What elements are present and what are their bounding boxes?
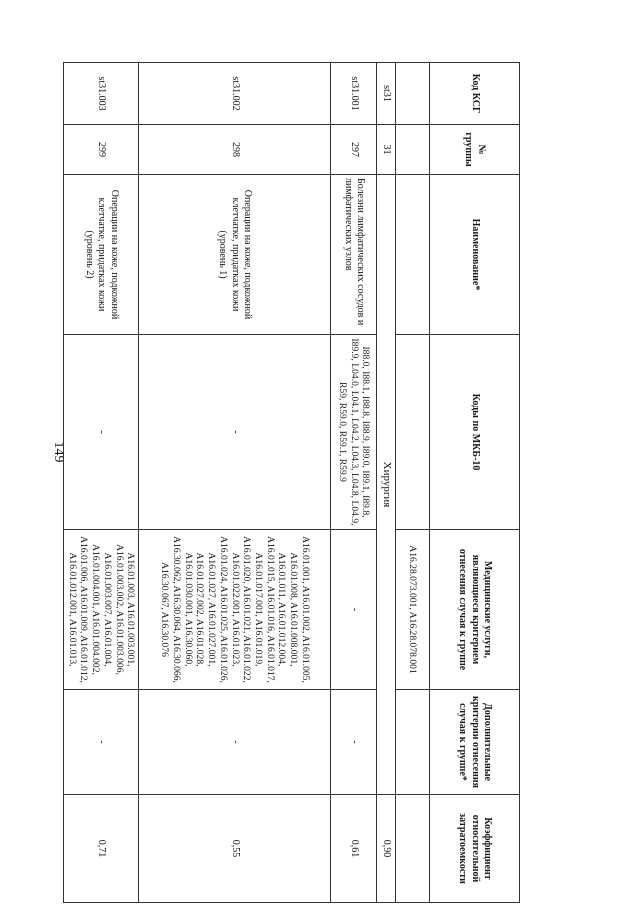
row-coefficient: 0,55 <box>139 795 331 903</box>
row-name: Болезни лимфатических сосудов и лимфатических узлов <box>331 175 377 335</box>
row-group-no: 297 <box>331 125 377 175</box>
row-name: Операции на коже, подкожной клетчатке, придатках кожи (уровень 1) <box>139 175 331 335</box>
page-number: 149 <box>51 441 66 463</box>
table-row <box>64 63 139 903</box>
table-row <box>139 63 331 903</box>
row-group-no: 299 <box>64 125 139 175</box>
section-title: Хирургия <box>377 175 396 795</box>
table-row <box>331 63 377 903</box>
continuation-services: A16.28.073.001, A16.28.078.001 <box>396 530 430 690</box>
header-coefficient: Коэффициент относительной затратоемкости <box>430 795 520 903</box>
row-extra-criteria: - <box>139 690 331 795</box>
row-mkb-codes: - <box>139 335 331 530</box>
row-services: A16.01.003, A16.01.003.001, A16.01.003.002, A16.01.003.006, A16.01.003.007, A16.01.004, A16.01.004.001, A16.01.004.002, A16.01.006, A16.01.009, A16.01.012, A16.01.012.001, A16.01.013, <box>64 530 139 690</box>
row-coefficient: 0,71 <box>64 795 139 903</box>
row-name: Операции на коже, подкожной клетчатке, придатках кожи (уровень 2) <box>64 175 139 335</box>
row-services: - <box>331 530 377 690</box>
row-code: st31.003 <box>64 63 139 125</box>
header-mkb-codes: Коды по МКБ-10 <box>430 335 520 530</box>
header-code: Код КСГ <box>430 63 520 125</box>
row-extra-criteria: - <box>64 690 139 795</box>
row-mkb-codes: I88.0, I88.1, I88.8, I88.9, I89.0, I89.1, I89.8, I89.9, L04.0, L04.1, L04.2, L04.3, L04.8, L04.9, R59, R59.0, R59.1, R59.9 <box>331 335 377 530</box>
ksg-table <box>63 62 520 903</box>
row-mkb-codes: - <box>64 335 139 530</box>
header-group-no: № группы <box>430 125 520 175</box>
row-group-no: 298 <box>139 125 331 175</box>
rotated-table-frame <box>68 62 520 902</box>
header-extra-criteria: Дополнительные критерии отнесения случая к группе* <box>430 690 520 795</box>
row-coefficient: 0,61 <box>331 795 377 903</box>
continuation-row <box>396 63 430 903</box>
row-extra-criteria: - <box>331 690 377 795</box>
header-services: Медицинские услуги, являющиеся критерием отнесения случая к группе <box>430 530 520 690</box>
header-row <box>430 63 520 903</box>
section-group-no: 31 <box>377 125 396 175</box>
section-coefficient: 0,90 <box>377 795 396 903</box>
row-services: A16.01.001, A16.01.002, A16.01.005, A16.01.008, A16.01.008.001, A16.01.011, A16.01.012.004, A16.01.015, A16.01.016, A16.01.017, A16.01.017.001, A16.01.019, A16.01.020, A16.01.021, A16.01.022, A16.01.022.001, A16.01.023, A16.01.024, A16.01.025, A16.01.026, A16.01.027, A16.01.027.001, A16.01.027.002, A16.01.028, A16.01.030.001, A16.30.060, A16.30.062, A16.30.064, A16.30.066, A16.30.067, A16.30.076 <box>139 530 331 690</box>
row-code: st31.001 <box>331 63 377 125</box>
header-name: Наименование* <box>430 175 520 335</box>
section-row <box>377 63 396 903</box>
section-code: st31 <box>377 63 396 125</box>
row-code: st31.002 <box>139 63 331 125</box>
